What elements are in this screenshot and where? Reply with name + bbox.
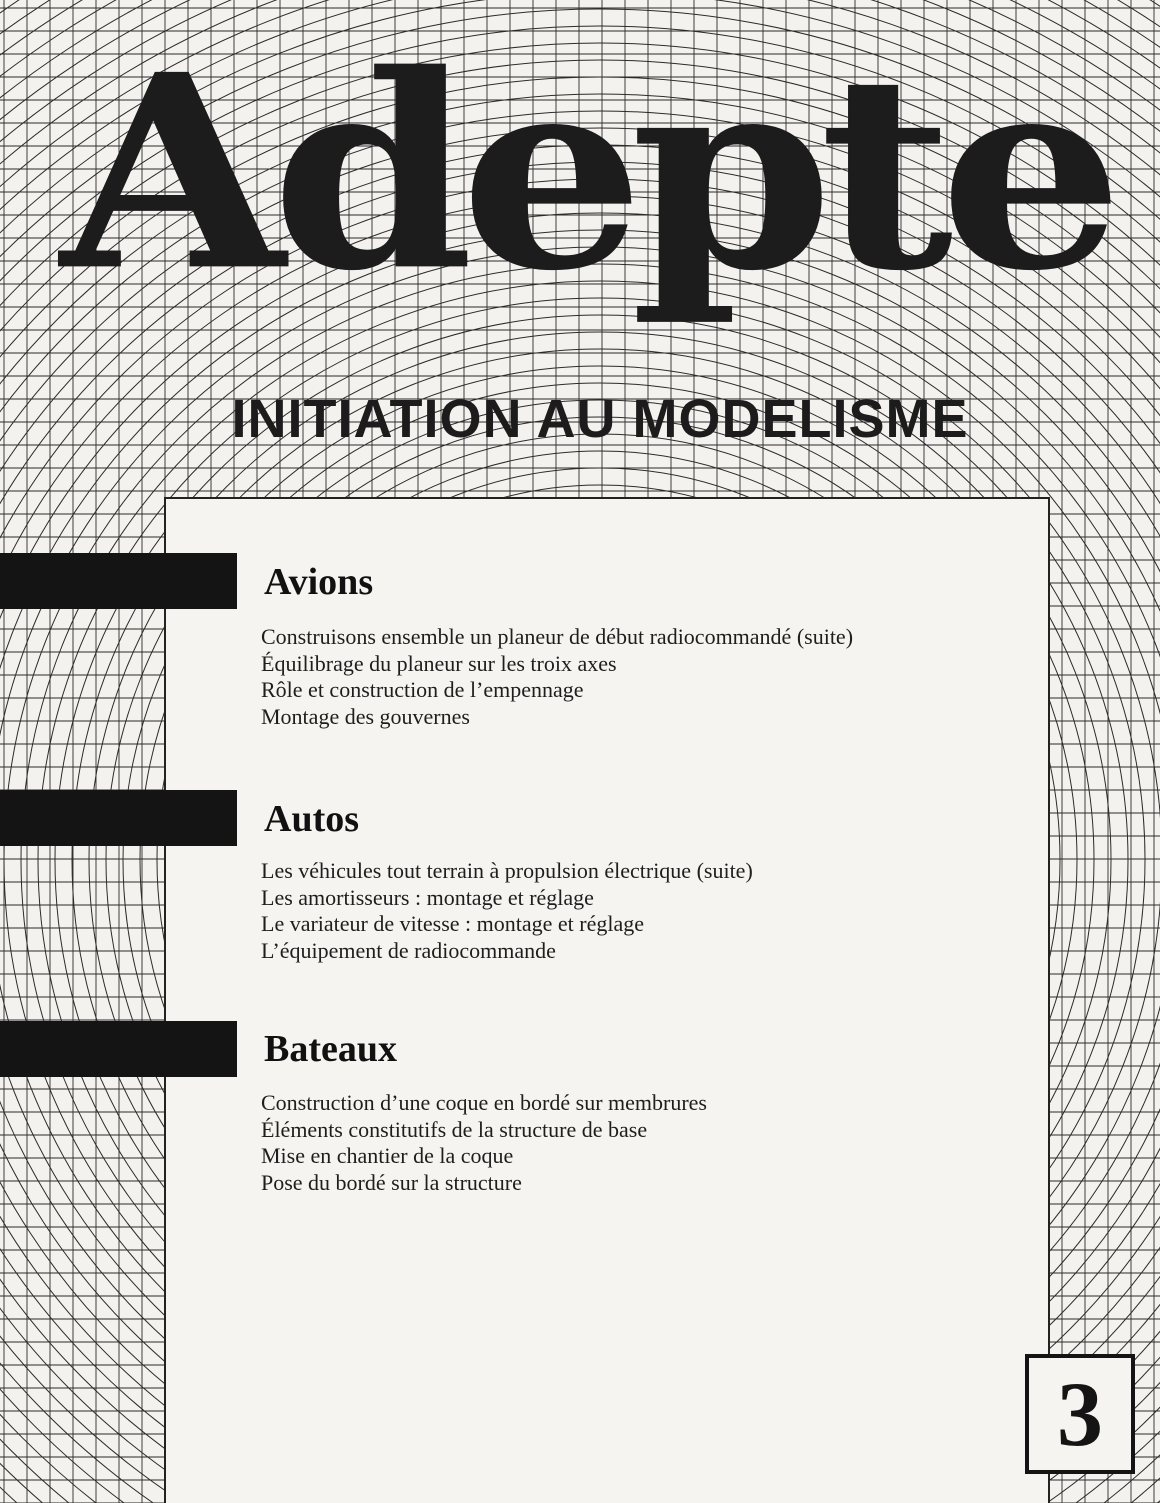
masthead-title: Adepte — [60, 17, 1110, 330]
issue-number-badge: 3 — [1025, 1354, 1135, 1474]
section-bar-bateaux — [0, 1021, 237, 1077]
list-item: Les véhicules tout terrain à propulsion électrique (suite) — [261, 858, 753, 883]
list-item: Pose du bordé sur la structure — [261, 1169, 522, 1195]
section-list-bateaux — [261, 1090, 707, 1196]
list-item: Montage des gouvernes — [261, 703, 470, 729]
list-item: Éléments constitutifs de la structure de base — [261, 1116, 648, 1142]
section-bar-autos — [0, 790, 237, 846]
section-list-autos — [261, 858, 753, 964]
section-title-avions: Avions — [264, 561, 374, 603]
list-item: Rôle et construction de l’empennage — [261, 677, 584, 702]
list-item: L’équipement de radiocommande — [261, 937, 556, 963]
section-bar-avions — [0, 553, 237, 609]
list-item: Le variateur de vitesse : montage et réglage — [261, 911, 644, 936]
section-title-autos: Autos — [264, 798, 360, 840]
list-item: Construisons ensemble un planeur de début radiocommandé (suite) — [261, 624, 854, 649]
list-item: Mise en chantier de la coque — [261, 1143, 514, 1168]
list-item: Construction d’une coque en bordé sur membrures — [261, 1090, 707, 1115]
section-list-avions — [261, 624, 853, 730]
list-item: Équilibrage du planeur sur les troix axes — [261, 650, 617, 676]
section-title-bateaux: Bateaux — [264, 1028, 397, 1070]
list-item: Les amortisseurs : montage et réglage — [261, 884, 594, 910]
masthead-subtitle: INITIATION AU MODELISME — [231, 389, 969, 449]
